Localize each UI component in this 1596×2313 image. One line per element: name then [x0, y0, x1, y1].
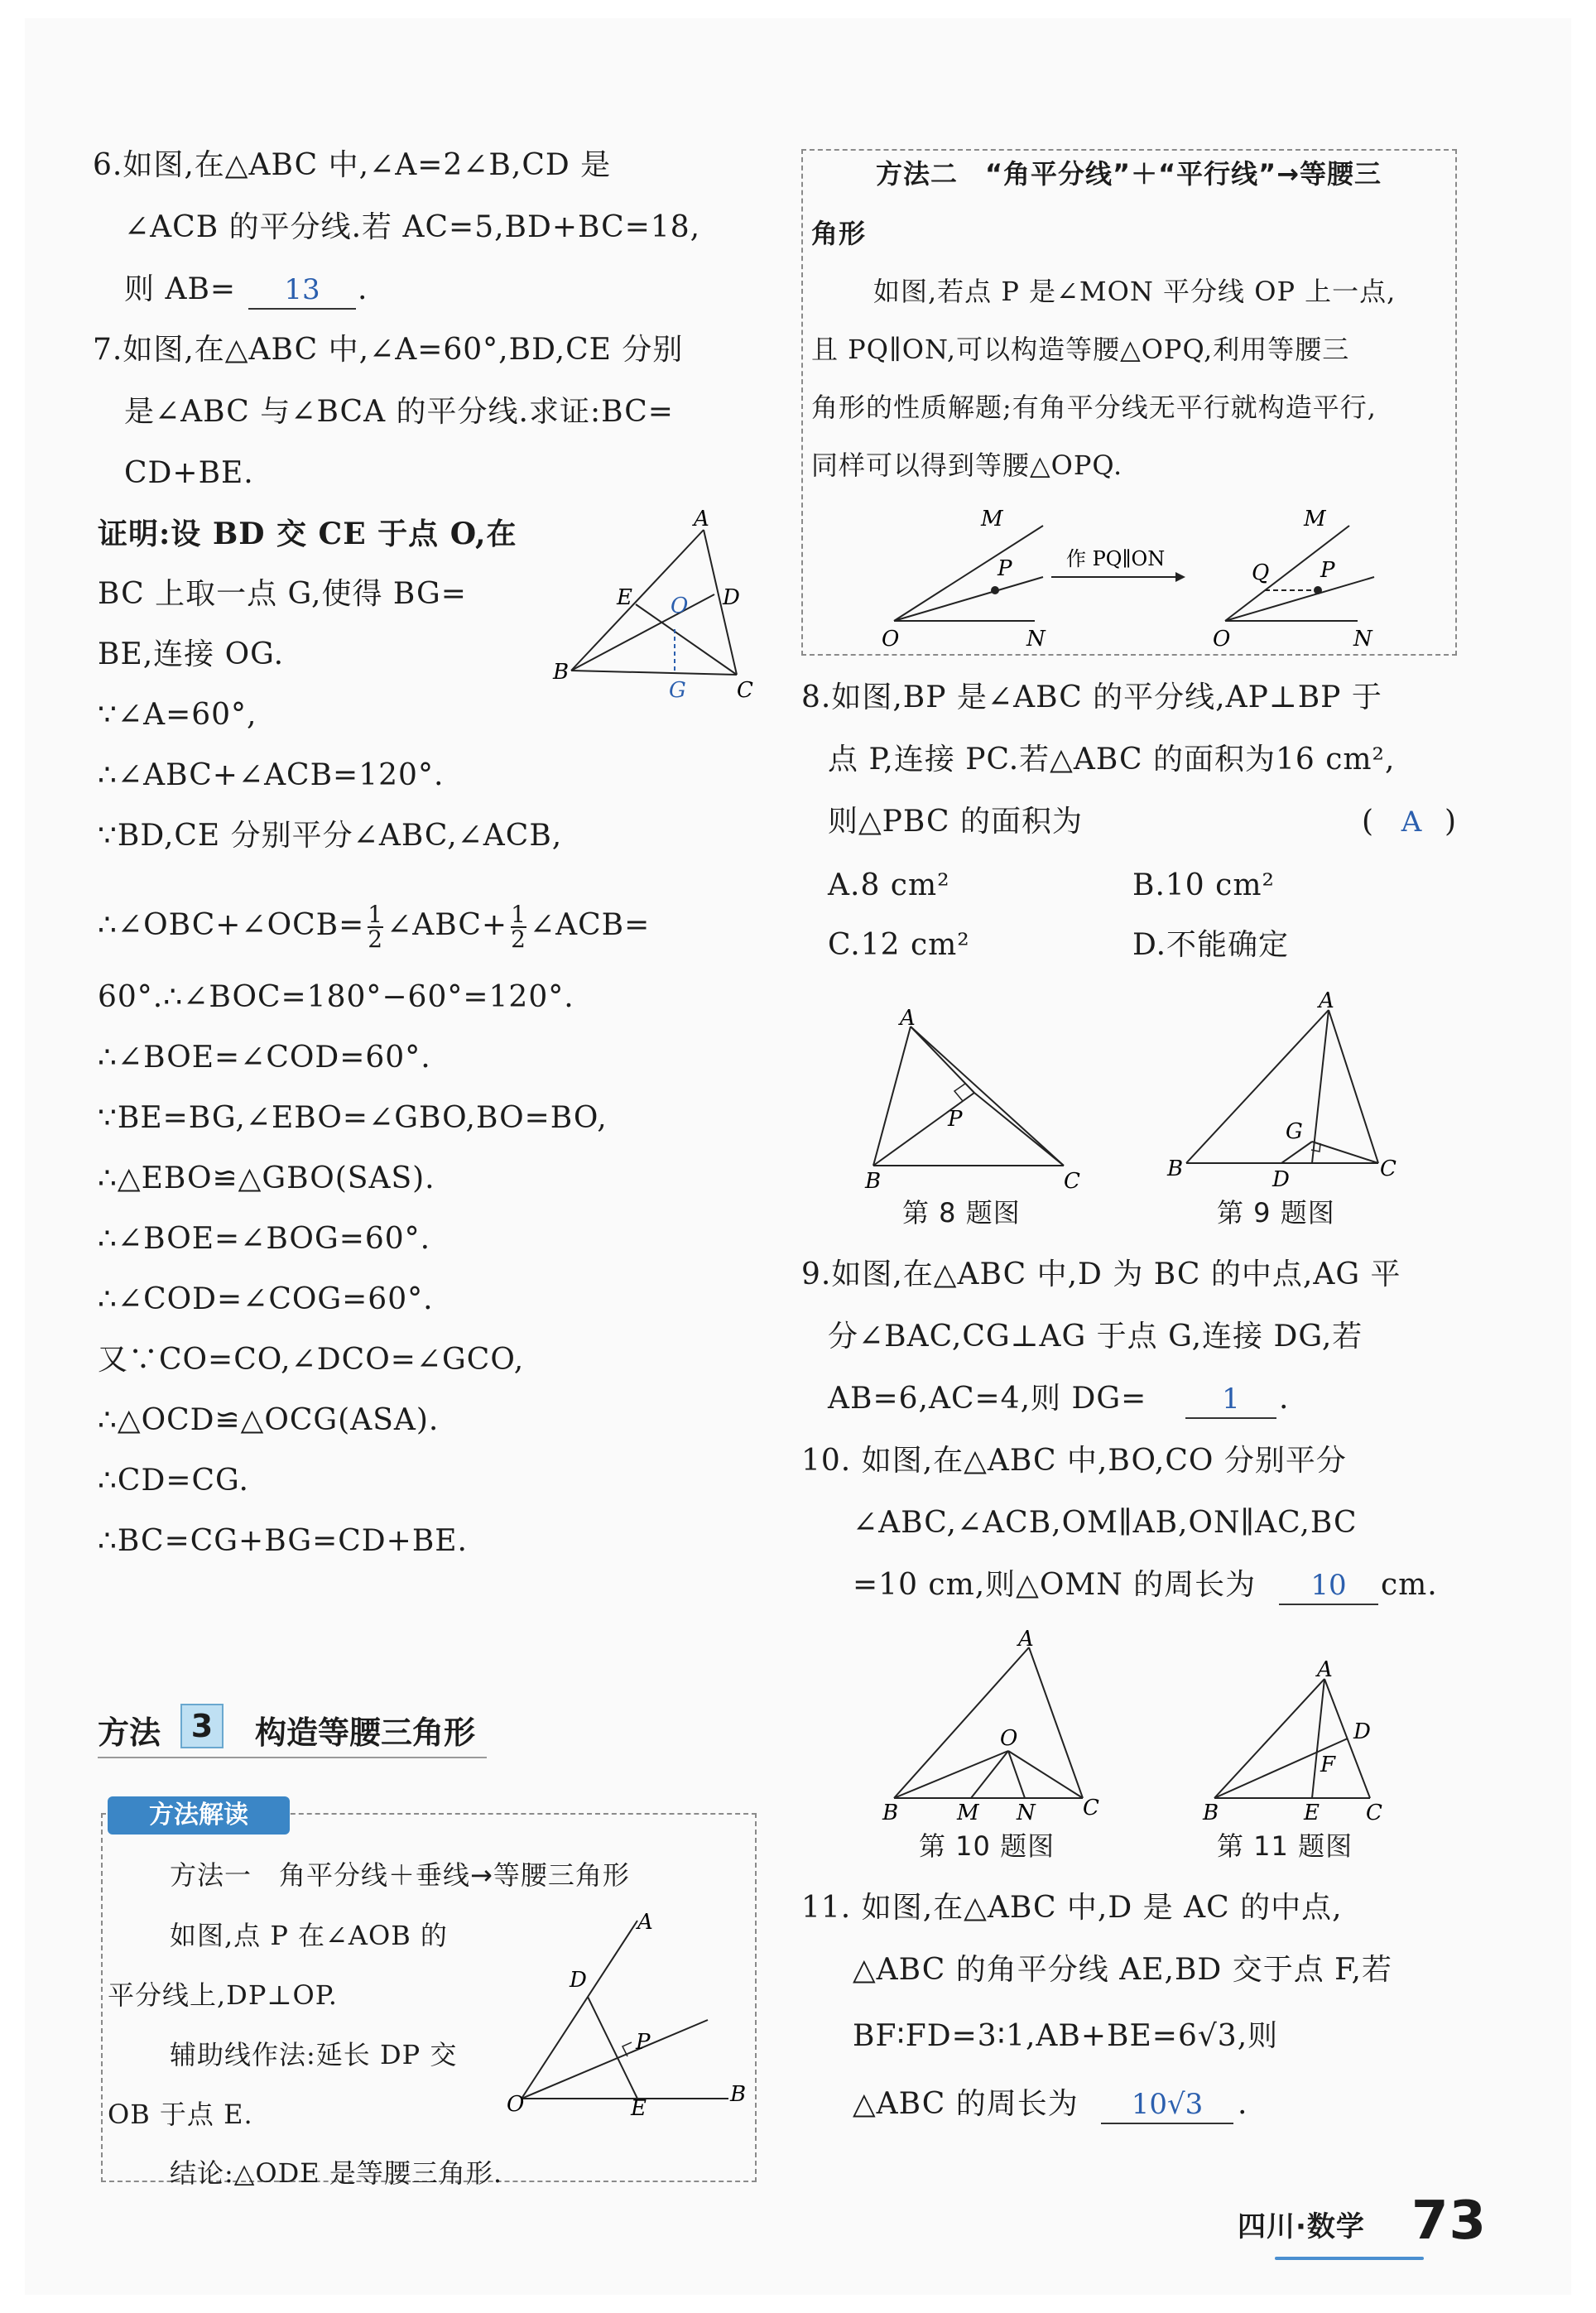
method3-label: 方法 — [98, 1714, 161, 1751]
q11-line4-prefix: △ABC 的周长为 — [853, 2087, 1079, 2121]
q10-label-c: C — [1083, 1796, 1099, 1820]
method2-line4: 同样可以得到等腰△OPQ. — [811, 450, 1123, 481]
m1-label-o: O — [507, 2092, 525, 2117]
q11-line1: 11. 如图,在△ABC 中,D 是 AC 的中点, — [801, 1891, 1343, 1925]
q11-caption: 第 11 题图 — [1217, 1830, 1353, 1862]
method2-title2: 角形 — [811, 218, 867, 249]
q9-caption: 第 9 题图 — [1217, 1197, 1335, 1229]
q8-label-b: B — [865, 1169, 882, 1194]
q11-label-b: B — [1203, 1801, 1219, 1825]
q9-figure — [1163, 989, 1428, 1196]
footer-accent-line — [1275, 2257, 1424, 2260]
method2-line3: 角形的性质解题;有角平分线无平行就构造平行, — [811, 392, 1377, 423]
q11-line3: BF∶FD=3∶1,AB+BE=6√3,则 — [853, 2019, 1279, 2053]
frac-den-1: 2 — [368, 926, 384, 953]
fig7-label-g: G — [669, 678, 686, 703]
method1-line4: OB 于点 E. — [108, 2099, 253, 2130]
method1-title: 方法一 角平分线＋垂线→等腰三角形 — [170, 1859, 630, 1891]
q8-bracket-right: ) — [1445, 805, 1458, 839]
q9-line2: 分∠BAC,CG⊥AG 于点 G,连接 DG,若 — [828, 1320, 1363, 1354]
proof-line7 — [98, 901, 650, 951]
q7-figure — [546, 505, 770, 704]
q10-caption: 第 10 题图 — [919, 1830, 1055, 1862]
m2-label-o2: O — [1213, 627, 1231, 650]
q9-line1: 9.如图,在△ABC 中,D 为 BC 的中点,AG 平 — [801, 1257, 1401, 1291]
proof-line9: ∴∠BOE=∠COD=60°. — [98, 1041, 431, 1075]
fig7-label-d: D — [723, 585, 740, 610]
q8-option-c: C.12 cm² — [828, 928, 970, 962]
q10-answer: 10 — [1310, 1569, 1347, 1602]
q8-bracket-left: ( — [1362, 805, 1375, 839]
q10-label-a: A — [1018, 1627, 1034, 1652]
q7-line1: 7.如图,在△ABC 中,∠A=60°,BD,CE 分别 — [93, 333, 684, 367]
q6-line2: ∠ACB 的平分线.若 AC=5,BD+BC=18, — [124, 210, 701, 244]
proof-line17: ∴BC=CG+BG=CD+BE. — [98, 1524, 468, 1558]
method1-line5: 结论:△ODE 是等腰三角形. — [170, 2157, 502, 2189]
method2-figure — [877, 501, 1440, 650]
m2-label-p2: P — [1320, 558, 1335, 583]
fig7-label-e: E — [617, 585, 632, 610]
q9-answer-line — [1185, 1417, 1276, 1419]
method2-line1: 如图,若点 P 是∠MON 平分线 OP 上一点, — [873, 276, 1396, 307]
q9-label-b: B — [1167, 1156, 1184, 1181]
method2-title1: 方法二 “角平分线”＋“平行线”→等腰三 — [876, 158, 1382, 190]
q11-label-a: A — [1317, 1657, 1333, 1682]
proof-line7-b: ∠ABC+ — [387, 908, 508, 942]
frac-num-2: 1 — [511, 901, 526, 928]
q6-line1: 6.如图,在△ABC 中,∠A=2∠B,CD 是 — [93, 148, 612, 182]
q10-line2: ∠ABC,∠ACB,OM∥AB,ON∥AC,BC — [853, 1506, 1358, 1540]
q11-figure — [1196, 1656, 1436, 1825]
page-number: 73 — [1411, 2190, 1488, 2252]
q8-line1: 8.如图,BP 是∠ABC 的平分线,AP⊥BP 于 — [801, 680, 1382, 714]
fig7-label-o: O — [671, 594, 689, 618]
fraction-half-1 — [368, 903, 383, 951]
fraction-half-2 — [511, 903, 526, 951]
q11-label-e: E — [1304, 1801, 1320, 1825]
q8-option-d: D.不能确定 — [1132, 928, 1290, 962]
q6-line3-suffix: . — [358, 272, 368, 306]
m2-label-o: O — [882, 627, 900, 650]
q10-line3-suffix: cm. — [1381, 1568, 1438, 1602]
frac-num-1: 1 — [368, 901, 384, 928]
m1-label-a: A — [637, 1910, 653, 1935]
method2-arrow-label: 作 PQ∥ON — [1066, 547, 1166, 570]
proof-line6: ∵BD,CE 分别平分∠ABC,∠ACB, — [98, 819, 563, 853]
method2-line2: 且 PQ∥ON,可以构造等腰△OPQ,利用等腰三 — [811, 334, 1350, 365]
q8-caption: 第 8 题图 — [902, 1197, 1021, 1229]
q10-figure — [876, 1623, 1116, 1825]
q10-label-o: O — [1000, 1726, 1018, 1751]
m1-label-b: B — [730, 2082, 747, 2107]
q11-label-f: F — [1320, 1753, 1336, 1777]
proof-line14: 又∵CO=CO,∠DCO=∠GCO, — [98, 1343, 525, 1377]
m2-label-n2: N — [1353, 627, 1372, 650]
q6-answer-line — [248, 308, 356, 310]
q10-label-n: N — [1017, 1801, 1036, 1825]
footer-label: 四川·数学 — [1238, 2210, 1365, 2243]
q9-label-d: D — [1272, 1167, 1290, 1192]
proof-line2: BC 上取一点 G,使得 BG= — [98, 577, 467, 611]
method1-line2: 平分线上,DP⊥OP. — [108, 1979, 338, 2011]
method3-underline — [98, 1757, 487, 1758]
q11-answer-line — [1101, 2123, 1233, 2124]
q11-answer: 10√3 — [1131, 2088, 1204, 2121]
method3-number: 3 — [180, 1704, 224, 1748]
proof-line13: ∴∠COD=∠COG=60°. — [98, 1282, 434, 1316]
q9-label-c: C — [1380, 1156, 1396, 1181]
q8-label-p: P — [948, 1107, 963, 1132]
q11-line2: △ABC 的角平分线 AE,BD 交于点 F,若 — [853, 1953, 1392, 1987]
q7-line2: 是∠ABC 与∠BCA 的平分线.求证:BC= — [124, 395, 674, 429]
proof-line7-c: ∠ACB= — [529, 908, 651, 942]
m1-label-e: E — [631, 2096, 647, 2119]
proof-line8: 60°.∴∠BOC=180°−60°=120°. — [98, 980, 574, 1014]
q8-option-a: A.8 cm² — [828, 868, 950, 902]
q10-line1: 10. 如图,在△ABC 中,BO,CO 分别平分 — [801, 1444, 1347, 1478]
q8-option-b: B.10 cm² — [1132, 868, 1275, 902]
method1-line3: 辅助线作法:延长 DP 交 — [170, 2039, 458, 2070]
proof-line7-a: ∴∠OBC+∠OCB= — [98, 908, 365, 942]
q8-figure — [857, 1002, 1097, 1196]
proof-line4: ∵∠A=60°, — [98, 698, 257, 732]
proof-line1: 证明:设 BD 交 CE 于点 O,在 — [98, 517, 517, 551]
q8-line3: 则△PBC 的面积为 — [828, 805, 1084, 839]
frac-den-2: 2 — [511, 926, 526, 953]
q10-label-m: M — [957, 1801, 979, 1825]
q9-label-a: A — [1319, 989, 1334, 1013]
q10-label-b: B — [882, 1801, 899, 1825]
fig7-label-a: A — [694, 507, 709, 531]
m1-label-p: P — [636, 2030, 651, 2055]
q6-line3-prefix: 则 AB= — [124, 272, 237, 306]
proof-line16: ∴CD=CG. — [98, 1464, 249, 1498]
method3-title: 构造等腰三角形 — [255, 1714, 476, 1751]
q8-line2: 点 P,连接 PC.若△ABC 的面积为16 cm², — [828, 743, 1396, 777]
m2-label-m: M — [981, 507, 1003, 531]
q9-line3-prefix: AB=6,AC=4,则 DG= — [828, 1382, 1147, 1416]
q10-line3-prefix: =10 cm,则△OMN 的周长为 — [853, 1568, 1257, 1602]
proof-line10: ∵BE=BG,∠EBO=∠GBO,BO=BO, — [98, 1101, 608, 1135]
proof-line11: ∴△EBO≌△GBO(SAS). — [98, 1161, 435, 1195]
method1-line1: 如图,点 P 在∠AOB 的 — [170, 1920, 448, 1951]
proof-line3: BE,连接 OG. — [98, 637, 285, 671]
q11-label-d: D — [1353, 1719, 1371, 1744]
q6-answer: 13 — [284, 273, 320, 306]
m2-label-m2: M — [1304, 507, 1326, 531]
m1-label-d: D — [570, 1968, 587, 1993]
m2-label-n: N — [1026, 627, 1046, 650]
q7-line3: CD+BE. — [124, 456, 254, 490]
method1-figure — [497, 1904, 762, 2119]
q11-label-c: C — [1366, 1801, 1382, 1825]
q8-answer: A — [1401, 805, 1422, 839]
proof-line15: ∴△OCD≌△OCG(ASA). — [98, 1403, 440, 1437]
m2-label-q: Q — [1252, 560, 1270, 585]
fig7-label-c: C — [737, 678, 753, 703]
q9-line3-suffix: . — [1279, 1382, 1290, 1416]
fig7-label-b: B — [553, 660, 570, 685]
q10-answer-line — [1279, 1604, 1378, 1605]
q9-label-g: G — [1286, 1119, 1303, 1144]
proof-line12: ∴∠BOE=∠BOG=60°. — [98, 1222, 431, 1256]
q11-line4-suffix: . — [1238, 2087, 1248, 2121]
m2-label-p: P — [997, 556, 1012, 581]
method-interpretation-badge: 方法解读 — [108, 1796, 290, 1835]
proof-line5: ∴∠ABC+∠ACB=120°. — [98, 758, 445, 792]
q8-label-a: A — [900, 1006, 916, 1031]
q9-answer: 1 — [1222, 1383, 1240, 1416]
q8-label-c: C — [1064, 1169, 1080, 1194]
